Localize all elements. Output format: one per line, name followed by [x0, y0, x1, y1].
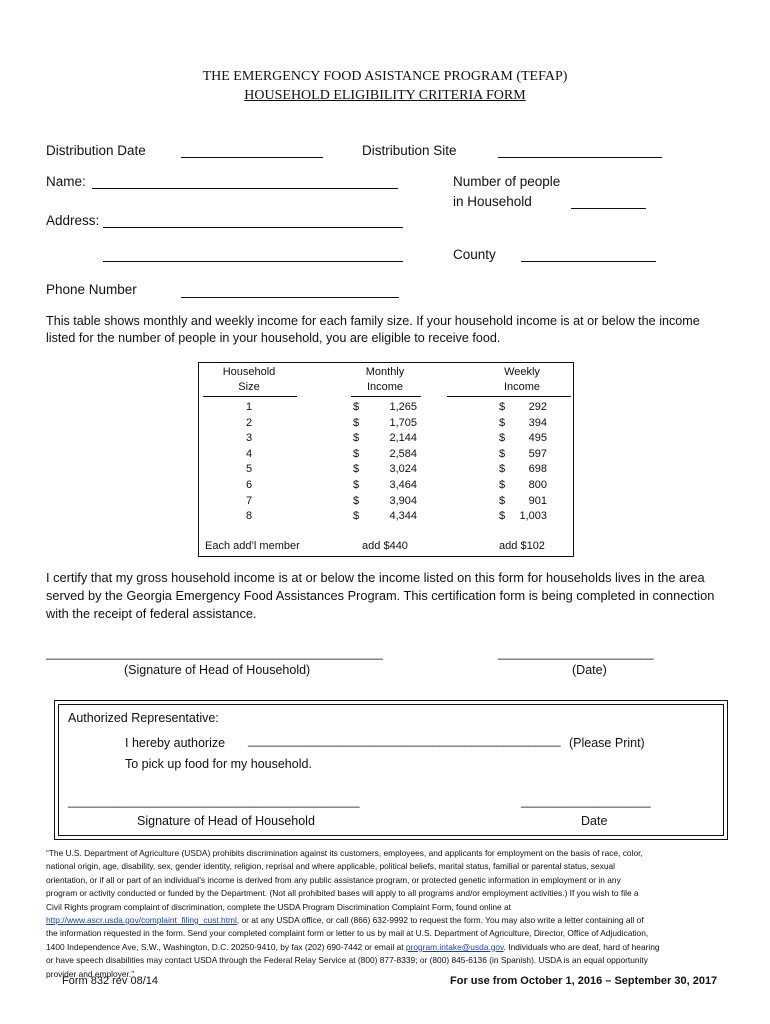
household-size-cell: 2 [245, 416, 253, 429]
monthly-currency-cell: $ [353, 510, 360, 523]
please-print-label: (Please Print) [569, 736, 645, 750]
monthly-income-cell: 1,265 [389, 401, 417, 413]
monthly-currency-cell: $ [353, 447, 360, 460]
certify-line-3: with the receipt of federal assistance. [46, 606, 257, 621]
number-people-field[interactable] [571, 208, 646, 209]
monthly-income-cell: 3,024 [389, 463, 417, 476]
header-size-line2: Size [238, 381, 260, 393]
weekly-income-cell: 800 [528, 479, 547, 491]
phone-field[interactable] [181, 297, 399, 298]
household-size-cell: 4 [245, 447, 253, 460]
weekly-income-cell: 292 [528, 401, 547, 413]
monthly-currency-cell: $ [353, 432, 360, 445]
household-size-cell: 7 [245, 494, 253, 507]
monthly-income-cell: 2,144 [389, 432, 417, 445]
weekly-income-cell: 698 [528, 463, 547, 476]
header-weekly-income [472, 365, 572, 395]
distribution-date-label: Distribution Date [46, 143, 146, 158]
statement-line: national origin, age, disability, sex, gender identity, religion, reprisal and where applicable, political beliefs, marital status, familial or parental status, sexual [46, 861, 616, 872]
weekly-currency-cell: $ [499, 447, 506, 460]
monthly-currency-cell: $ [353, 463, 360, 476]
monthly-currency-cell: $ [353, 401, 360, 413]
extra-member-label: Each add’l member [205, 540, 300, 552]
in-household-label: in Household [453, 194, 532, 209]
certify-line-1: I certify that my gross household income is at or below the income listed on this form for households lives in the area [46, 570, 705, 585]
statement-line: orientation, or if all or part of an individual’s income is derived from any public assistance program, or protected genetic information in employment or in any [46, 874, 621, 885]
income-table [198, 362, 574, 557]
authorized-date-line[interactable]: ____________________ [521, 794, 651, 808]
use-period: For use from October 1, 2016 – September 30, 2017 [450, 975, 718, 987]
distribution-site-field[interactable] [498, 157, 662, 158]
distribution-date-field[interactable] [181, 157, 323, 158]
household-size-cell: 8 [245, 510, 253, 523]
authorized-signature-line[interactable]: _____________________________________________ [68, 794, 360, 808]
monthly-income-cell: 2,584 [389, 447, 417, 460]
extra-member-weekly: add $102 [499, 540, 545, 552]
nondiscrimination-statement [46, 847, 726, 981]
name-field[interactable] [92, 188, 398, 189]
certify-line-2: served by the Georgia Emergency Food Assistances Program. This certification form is being completed in connection [46, 588, 715, 603]
address-field-line2[interactable] [103, 261, 403, 262]
distribution-site-label: Distribution Site [362, 143, 457, 158]
monthly-currency-cell: $ [353, 479, 360, 491]
weekly-income-cell: 394 [528, 416, 547, 429]
header-underline [203, 396, 297, 397]
statement-text: , or at any USDA office, or call (866) 632-9992 to request the form. You may also write a letter containing all of [236, 915, 644, 926]
county-label: County [453, 247, 496, 262]
weekly-currency-cell: $ [499, 479, 506, 491]
monthly-income-cell: 3,464 [389, 479, 417, 491]
monthly-currency-cell: $ [353, 416, 360, 429]
weekly-currency-cell: $ [499, 510, 506, 523]
intro-line-1: This table shows monthly and weekly income for each family size. If your household income is at or below the income [46, 314, 700, 328]
header-monthly-line1: Monthly [365, 366, 405, 378]
form-subtitle: HOUSEHOLD ELIGIBILITY CRITERIA FORM [244, 88, 526, 103]
header-weekly-line2: Income [503, 381, 541, 393]
statement-text: 1400 Independence Ave, S.W., Washington, D.C. 20250-9410, by fax (202) 690-7442 or email at [46, 941, 406, 952]
intro-paragraph [46, 313, 700, 347]
weekly-currency-cell: $ [499, 432, 506, 445]
date-signature-label: (Date) [572, 663, 607, 677]
phone-label: Phone Number [46, 282, 137, 297]
head-signature-line[interactable]: ____________________________________________________ [46, 646, 383, 660]
email-link[interactable]: program.intake@usda.gov [405, 941, 504, 952]
statement-line: the information requested in the form. Send your completed complaint form or letter to us by mail at U.S. Department of Agriculture, Director, Office of Adjudication, [46, 928, 649, 939]
monthly-currency-cell: $ [353, 494, 360, 507]
authorized-heading: Authorized Representative: [68, 711, 219, 725]
header-underline [351, 396, 421, 397]
household-size-cell: 5 [245, 463, 253, 476]
header-household-size [199, 365, 299, 395]
header-monthly-income [335, 365, 435, 395]
authorized-name-field[interactable]: _________________________________________________ [248, 733, 561, 747]
weekly-income-cell: 495 [528, 432, 547, 445]
date-signature-line[interactable]: ________________________ [498, 646, 654, 660]
intro-line-2: listed for the number of people in your household, you are eligible to receive food. [46, 331, 501, 345]
authorize-text: I hereby authorize [125, 736, 226, 750]
authorized-date-label: Date [581, 814, 608, 828]
name-label: Name: [46, 174, 86, 189]
weekly-currency-cell: $ [499, 416, 506, 429]
statement-text: . Individuals who are deaf, hard of hearing [503, 941, 660, 952]
complaint-form-link[interactable]: http://www.ascr.usda.gov/complaint_filing_cust.html [46, 915, 237, 926]
statement-line: “The U.S. Department of Agriculture (USDA) prohibits discrimination against its customers, employees, and applicants for employment on the basis of race, color, [46, 848, 643, 858]
pickup-text: To pick up food for my household. [125, 757, 312, 771]
statement-line: Civil Rights program complaint of discrimination, complete the USDA Program Discrimination Complaint Form, found online at [46, 901, 511, 912]
statement-line [46, 941, 726, 954]
weekly-income-cell: 901 [528, 494, 547, 507]
household-size-cell: 1 [245, 401, 253, 413]
head-signature-label: (Signature of Head of Household) [124, 663, 311, 677]
certify-paragraph [46, 569, 714, 623]
authorized-representative-box [54, 700, 728, 840]
form-number: Form 832 rev 08/14 [62, 975, 158, 987]
weekly-currency-cell: $ [499, 494, 506, 507]
statement-line: provider and employer.” [46, 968, 134, 979]
monthly-income-cell: 1,705 [389, 416, 417, 429]
form-title: THE EMERGENCY FOOD ASISTANCE PROGRAM (TEFAP) [202, 69, 568, 84]
statement-line: or have speech disabilities may contact USDA through the Federal Relay Service at (800) 877-8339; or (800) 845-6136 (in Spanish). USDA is an equal opportunity [46, 955, 648, 966]
header-weekly-line1: Weekly [504, 366, 540, 378]
header-monthly-line2: Income [366, 381, 404, 393]
statement-line: program or activity conducted or funded by the Department. (Not all prohibited bases will apply to all programs and/or employment activities.) If you wish to file a [46, 888, 639, 899]
address-field-line1[interactable] [103, 227, 403, 228]
county-field[interactable] [521, 261, 656, 262]
household-size-cell: 3 [245, 432, 253, 445]
weekly-currency-cell: $ [499, 401, 506, 413]
header-size-line1: Household [222, 366, 276, 378]
statement-line [46, 914, 726, 927]
header-underline [447, 396, 571, 397]
number-people-label: Number of people [453, 174, 561, 189]
weekly-income-cell: 1,003 [519, 510, 547, 523]
weekly-income-cell: 597 [528, 447, 547, 460]
household-size-cell: 6 [245, 479, 253, 491]
extra-member-monthly: add $440 [362, 540, 408, 552]
monthly-income-cell: 3,904 [389, 494, 417, 507]
monthly-income-cell: 4,344 [389, 510, 417, 523]
authorized-signature-label: Signature of Head of Household [137, 814, 315, 828]
weekly-currency-cell: $ [499, 463, 506, 476]
address-label: Address: [46, 213, 100, 228]
